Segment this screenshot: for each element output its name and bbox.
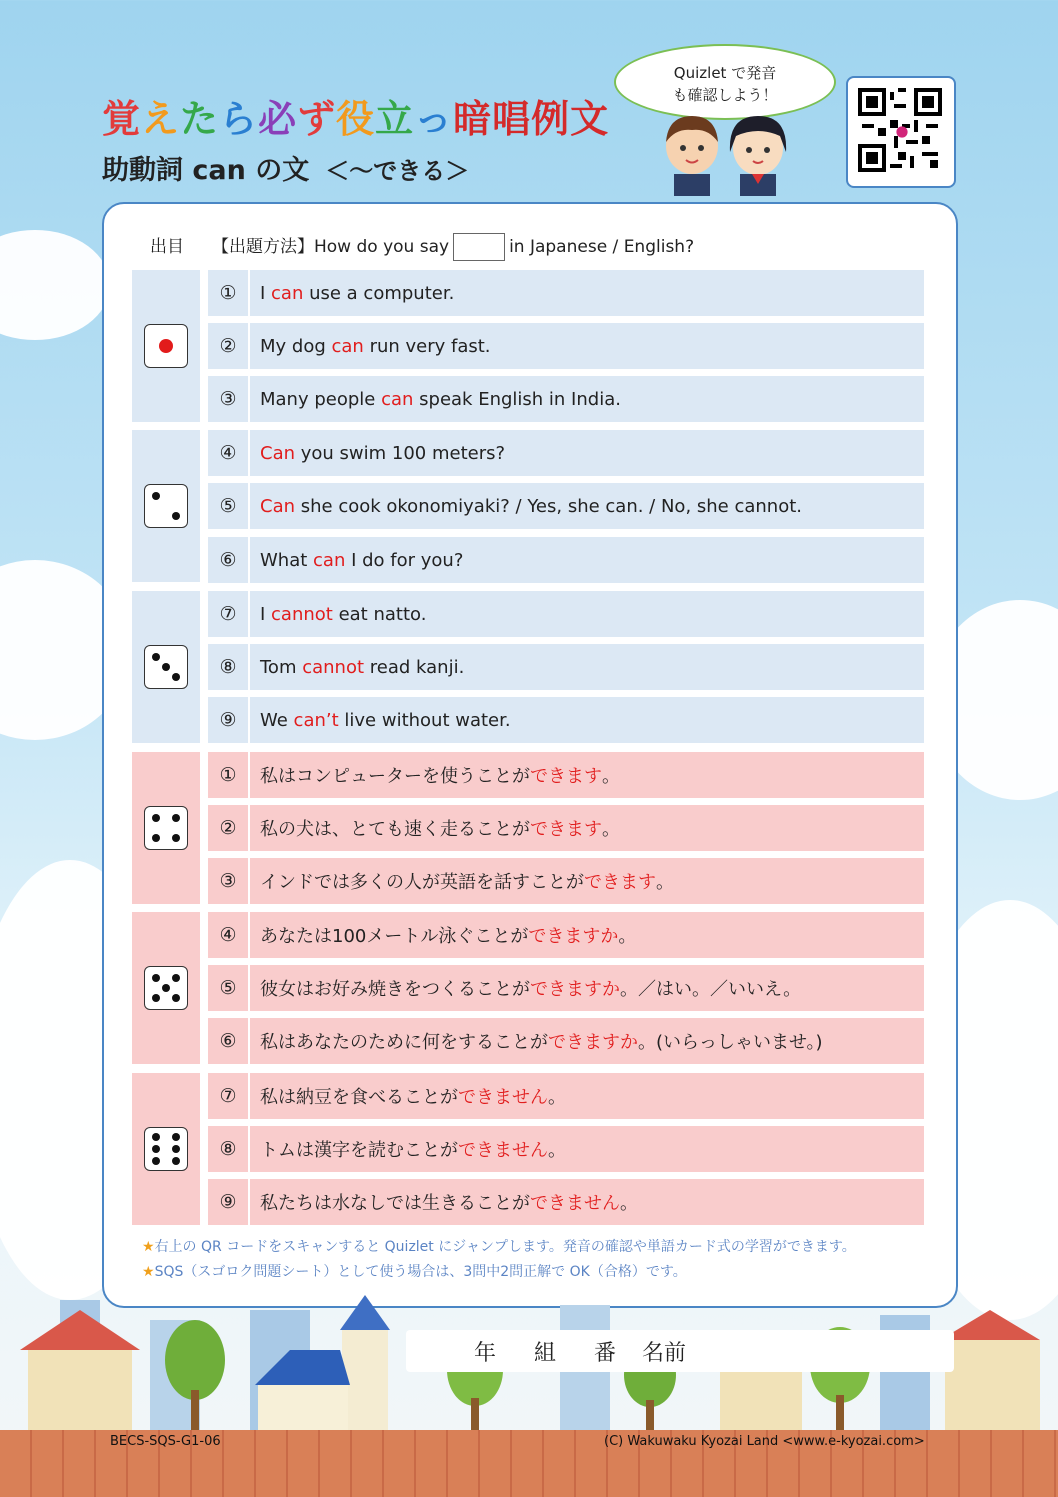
sentence-row-ja-1 bbox=[208, 752, 924, 798]
row-text-highlight: できます bbox=[530, 766, 602, 787]
sentence-row-en-8 bbox=[208, 644, 924, 690]
row-text-pre: Tom bbox=[260, 656, 303, 678]
title-char: 立 bbox=[375, 97, 415, 141]
row-text-highlight: cannot bbox=[271, 603, 333, 625]
row-text-pre: インドでは多くの人が英語を話すことが bbox=[260, 872, 584, 893]
name-label: 名前 bbox=[642, 1340, 687, 1366]
grade-label: 年 bbox=[474, 1340, 497, 1366]
row-text-highlight: can bbox=[313, 549, 346, 571]
row-text-post: 。 bbox=[656, 872, 674, 893]
number-label: 番 bbox=[594, 1340, 617, 1366]
sentence-row-ja-3 bbox=[208, 858, 924, 904]
row-text-highlight: できますか bbox=[548, 1032, 638, 1053]
die-face-6-icon bbox=[144, 1127, 188, 1171]
sentence-row-ja-7 bbox=[208, 1073, 924, 1119]
row-number: ③ bbox=[219, 870, 237, 892]
worksheet-code: BECS-SQS-G1-06 bbox=[110, 1434, 221, 1449]
row-text-post: 。 bbox=[602, 819, 620, 840]
sentence-row-ja-2 bbox=[208, 805, 924, 851]
title-char: 覚 bbox=[102, 97, 142, 141]
qr-code[interactable] bbox=[846, 76, 956, 188]
row-number: ⑤ bbox=[219, 495, 237, 517]
boy-illustration bbox=[660, 108, 724, 196]
title-char: た bbox=[180, 97, 220, 141]
row-number: ⑨ bbox=[219, 709, 237, 731]
row-text-highlight: できます bbox=[530, 819, 602, 840]
row-text-post: 。／はい。／いいえ。 bbox=[620, 979, 802, 1000]
sentence-row-en-4 bbox=[208, 430, 924, 476]
row-text-pre: あなたは100メートル泳ぐことが bbox=[260, 926, 529, 947]
row-text-post: I do for you? bbox=[345, 549, 464, 571]
instruction-prefix: 【出題方法】How do you say bbox=[212, 237, 450, 257]
row-text-post: 。 bbox=[620, 1193, 638, 1214]
copyright: (C) Wakuwaku Kyozai Land <www.e-kyozai.com> bbox=[604, 1434, 925, 1449]
dice-group-3 bbox=[132, 591, 200, 743]
row-text-pre: 彼女はお好み焼きをつくることが bbox=[260, 979, 530, 1000]
row-text-post: 。(いらっしゃいませ。) bbox=[638, 1032, 823, 1053]
row-number: ⑦ bbox=[219, 1085, 237, 1107]
row-text-post: run very fast. bbox=[363, 335, 491, 357]
girl-illustration bbox=[726, 108, 790, 196]
row-text-post: eat natto. bbox=[332, 603, 427, 625]
row-text-highlight: can bbox=[271, 282, 304, 304]
sentence-row-en-6 bbox=[208, 537, 924, 583]
die-face-3-icon bbox=[144, 645, 188, 689]
sentence-row-ja-6 bbox=[208, 1018, 924, 1064]
bubble-line: も確認しよう！ bbox=[672, 86, 778, 104]
dice-group-1 bbox=[132, 270, 200, 422]
title-char: 役 bbox=[336, 97, 376, 141]
row-text-pre: トムは漢字を読むことが bbox=[260, 1140, 458, 1161]
row-text-highlight: cannot bbox=[302, 656, 365, 678]
dice-group-2 bbox=[132, 430, 200, 582]
sentence-row-ja-8 bbox=[208, 1126, 924, 1172]
row-text-post: 。 bbox=[618, 926, 637, 947]
row-number: ① bbox=[219, 282, 237, 304]
note-text: 右上の QR コードをスキャンすると Quizlet にジャンプします。発音の確認や単語カード式の学習ができます。 bbox=[154, 1239, 856, 1255]
cloud bbox=[0, 230, 110, 340]
sentence-row-en-9 bbox=[208, 697, 924, 743]
row-number: ⑥ bbox=[219, 1030, 237, 1052]
title-char: っ bbox=[414, 97, 454, 141]
instruction-suffix: in Japanese / English? bbox=[509, 237, 695, 257]
dice-group-6 bbox=[132, 1073, 200, 1225]
row-number: ③ bbox=[219, 388, 237, 410]
row-number: ② bbox=[219, 817, 237, 839]
sentence-row-en-2 bbox=[208, 323, 924, 369]
sentence-row-ja-4 bbox=[208, 912, 924, 958]
title-char: ず bbox=[297, 97, 337, 141]
die-face-1-icon bbox=[144, 324, 188, 368]
row-text-post: 。 bbox=[548, 1087, 566, 1108]
row-number: ④ bbox=[219, 924, 237, 946]
instruction bbox=[212, 232, 694, 261]
sentence-row-en-3 bbox=[208, 376, 924, 422]
row-text-pre: I bbox=[260, 282, 272, 304]
row-text-post: 。 bbox=[602, 766, 620, 787]
name-entry-bar bbox=[406, 1330, 954, 1372]
row-text-post: she cook okonomiyaki? / Yes, she can. / No, she cannot. bbox=[295, 495, 803, 517]
row-text-pre: 私はコンピューターを使うことが bbox=[260, 766, 530, 787]
row-text-pre: 私は納豆を食べることが bbox=[260, 1087, 458, 1108]
row-text-pre: 私の犬は、とても速く走ることが bbox=[260, 819, 530, 840]
row-text-highlight: できません bbox=[458, 1140, 548, 1161]
row-text-highlight: can bbox=[331, 335, 364, 357]
row-text-post: speak English in India. bbox=[413, 388, 621, 410]
row-text-highlight: できます bbox=[584, 872, 656, 893]
row-text-highlight: can bbox=[381, 388, 414, 410]
die-face-4-icon bbox=[144, 806, 188, 850]
blank-box bbox=[453, 233, 505, 261]
row-number: ② bbox=[219, 335, 237, 357]
row-text-pre: 私はあなたのために何をすることが bbox=[260, 1032, 548, 1053]
dice-group-5 bbox=[132, 912, 200, 1064]
note-sqs bbox=[142, 1261, 687, 1281]
speech-bubble bbox=[614, 44, 836, 120]
die-face-2-icon bbox=[144, 484, 188, 528]
row-text-pre: I bbox=[260, 603, 272, 625]
row-number: ① bbox=[219, 764, 237, 786]
row-number: ⑧ bbox=[219, 1138, 237, 1160]
row-text-pre: 私たちは水なしでは生きることが bbox=[260, 1193, 530, 1214]
dice-column-label: 出目 bbox=[150, 237, 184, 257]
row-number: ⑦ bbox=[219, 603, 237, 625]
row-text-highlight: Can bbox=[260, 495, 296, 517]
row-text-highlight: できません bbox=[530, 1193, 620, 1214]
sentence-row-ja-9 bbox=[208, 1179, 924, 1225]
sentence-row-en-5 bbox=[208, 483, 924, 529]
row-text-post: 。 bbox=[548, 1140, 566, 1161]
row-number: ⑧ bbox=[219, 656, 237, 678]
sentence-row-en-7 bbox=[208, 591, 924, 637]
row-number: ⑤ bbox=[219, 977, 237, 999]
star-icon: ★ bbox=[142, 1239, 155, 1255]
row-text-highlight: できますか bbox=[530, 979, 620, 1000]
sentence-row-ja-5 bbox=[208, 965, 924, 1011]
star-icon: ★ bbox=[142, 1264, 155, 1280]
row-text-post: use a computer. bbox=[303, 282, 455, 304]
row-text-post: you swim 100 meters? bbox=[295, 442, 506, 464]
row-text-pre: What bbox=[260, 549, 314, 571]
title-char: ら bbox=[219, 97, 259, 141]
page-subtitle bbox=[102, 148, 469, 187]
row-text-post: read kanji. bbox=[364, 656, 465, 678]
note-qr bbox=[142, 1236, 856, 1256]
row-text-pre: Many people bbox=[260, 388, 382, 410]
row-text-highlight: できますか bbox=[528, 926, 619, 947]
row-text-pre: My dog bbox=[260, 335, 332, 357]
row-text-highlight: Can bbox=[260, 442, 296, 464]
title-char: え bbox=[141, 97, 181, 141]
dice-group-4 bbox=[132, 752, 200, 904]
title-char: 暗唱例文 bbox=[453, 97, 610, 141]
die-face-5-icon bbox=[144, 966, 188, 1010]
row-number: ⑨ bbox=[219, 1191, 237, 1213]
sentence-row-en-1 bbox=[208, 270, 924, 316]
class-label: 組 bbox=[534, 1340, 557, 1366]
row-number: ④ bbox=[219, 442, 237, 464]
note-text: SQS（スゴロク問題シート）として使う場合は、3問中2問正解で OK（合格）です。 bbox=[154, 1264, 687, 1280]
subtitle-meaning: ＜〜できる＞ bbox=[325, 157, 470, 185]
subtitle-text: 助動詞 can の文 bbox=[102, 155, 310, 186]
row-text-pre: We bbox=[260, 709, 294, 731]
row-text-highlight: できません bbox=[458, 1087, 548, 1108]
row-number: ⑥ bbox=[219, 549, 237, 571]
title-char: 必 bbox=[258, 97, 298, 141]
bubble-line: Quizlet で発音 bbox=[673, 64, 777, 82]
qr-code-icon bbox=[858, 88, 942, 172]
row-text-post: live without water. bbox=[338, 709, 511, 731]
page-title bbox=[102, 88, 609, 143]
row-text-highlight: can’t bbox=[293, 709, 339, 731]
